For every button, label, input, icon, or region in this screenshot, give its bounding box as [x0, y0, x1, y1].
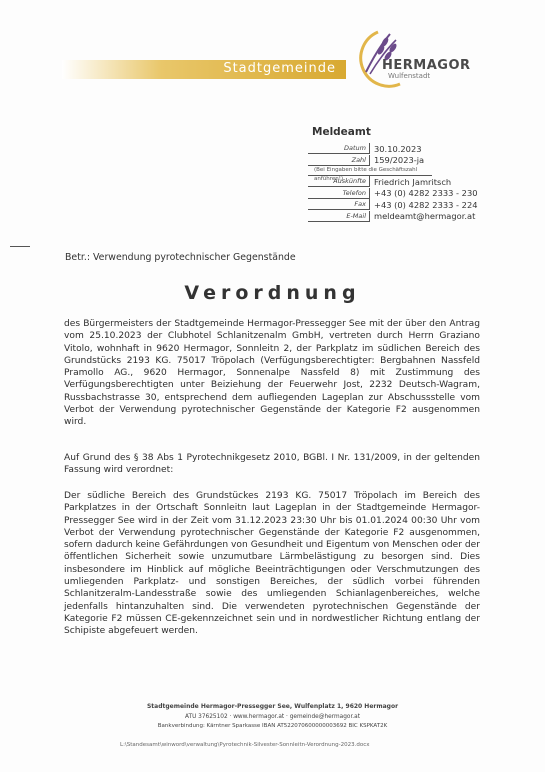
info-value: meldeamt@hermagor.at [374, 211, 476, 222]
info-row-contact [308, 176, 522, 188]
info-row-fax [308, 199, 522, 211]
footer-contact: ATU 37625102 · www.hermagor.at · gemeinde@hermagor.at [185, 714, 360, 720]
info-value: 30.10.2023 [374, 143, 422, 154]
paragraph-ordinance: Der südliche Bereich des Grundstückes 2193 KG. 75017 Tröpolach im Bereich des Parkplatzes in der Ortschaft Sonnleitn laut Lageplan in der Stadtgemeinde Hermagor-Pressegger See wird in der Zeit vom 31.12.2023 23:30 Uhr bis 01.01.2024 00:30 Uhr vom Verbot der Verwendung pyrotechnischer Gegenstände der Kategorie F2 ausgenommen, sofern dadurch keine Gefährdungen von Gesundheit und Eigentum von Menschen oder der öffentlichen Sicherheit sowie unzumutbare Lärmbelästigung zu besorgen sind. Dies insbesondere im Hinblick auf mögliche Beeinträchtigungen oder Verschmutzungen des umliegenden Parkplatz- und sonstigen Bereiches, der südlich vorbei führenden Schlanitzeralm-Landesstraße sowie des umliegenden Schianlagenbereiches, welche jedenfalls hintanzuhalten sind. Die verwendeten pyrotechnischen Gegenstände der Kategorie F2 müssen CE-gekennzeichnet sein und in nordwestlicher Richtung entlang der Schipiste abgefeuert werden. [64, 491, 480, 637]
info-row-reference [308, 155, 522, 167]
subject-line: Betr.: Verwendung pyrotechnischer Gegenstände [65, 252, 296, 263]
logo-name: HERMAGOR [382, 58, 471, 73]
info-row-date [308, 143, 522, 155]
letterhead-band-text: Stadtgemeinde [223, 61, 336, 76]
footer-file-path: L:\Standesamt\winword\verwaltung\Pyrotechnik-Silvester-Sonnleitn-Verordnung-2023.docx [120, 742, 370, 748]
logo-subtitle: Wulfenstadt [388, 72, 431, 80]
paragraph-intro: des Bürgermeisters der Stadtgemeinde Hermagor-Pressegger See mit der über den Antrag vom 25.10.2023 der Clubhotel Schlanitzenalm GmbH, vertreten durch Herrn Graziano Vitolo, wohnhaft in 9620 Hermagor, Sonnleitn 2, der Parkplatz im südlichen Bereich des Grundstücks 2193 KG. 75017 Tröpolach (Verfügungsberechtigter: Bergbahnen Nassfeld Pramollo AG., 9620 Hermagor, Sonnenalpe Nassfeld 8) mit Zustimmung des Verfügungsberechtigten unter Beiziehung der Feuerwehr Jost, 2232 Deutsch-Wagram, Russbachstrasse 30, entsprechend dem aufliegenden Lageplan zur Abschussstelle vom Verbot der Verwendung pyrotechnischer Gegenstände der Kategorie F2 ausgenommen wird. [64, 319, 480, 428]
reference-note: (Bei Eingaben bitte die Geschäftszahl anführen!) [308, 166, 432, 176]
info-value: +43 (0) 4282 2333 - 230 [374, 188, 478, 199]
info-row-email [308, 211, 522, 223]
footer-address: Stadtgemeinde Hermagor-Pressegger See, Wulfenplatz 1, 9620 Hermagor [146, 703, 399, 710]
letterhead-band [62, 60, 346, 79]
info-label: Auskünfte [308, 176, 370, 187]
paragraph-legal-basis: Auf Grund des § 38 Abs 1 Pyrotechnikgesetz 2010, BGBl. I Nr. 131/2009, in der geltenden Fassung wird verordnet: [64, 453, 480, 476]
info-label: E-Mail [308, 211, 370, 222]
info-label: Telefon [308, 188, 370, 199]
office-info-block [308, 143, 522, 222]
info-label: Fax [308, 199, 370, 210]
info-value: +43 (0) 4282 2333 - 224 [374, 199, 478, 210]
info-label: Datum [308, 143, 370, 154]
footer-bank: Bankverbindung: Kärntner Sparkasse IBAN AT522070600000003692 BIC KSPKAT2K [157, 723, 388, 729]
fold-mark [10, 246, 30, 247]
office-name: Meldeamt [312, 126, 371, 138]
info-value: 159/2023-ja [374, 155, 425, 166]
document-title: Verordnung [184, 282, 361, 304]
info-row-phone [308, 188, 522, 200]
info-value: Friedrich Jamritsch [374, 176, 452, 187]
info-label: Zahl [308, 155, 370, 166]
